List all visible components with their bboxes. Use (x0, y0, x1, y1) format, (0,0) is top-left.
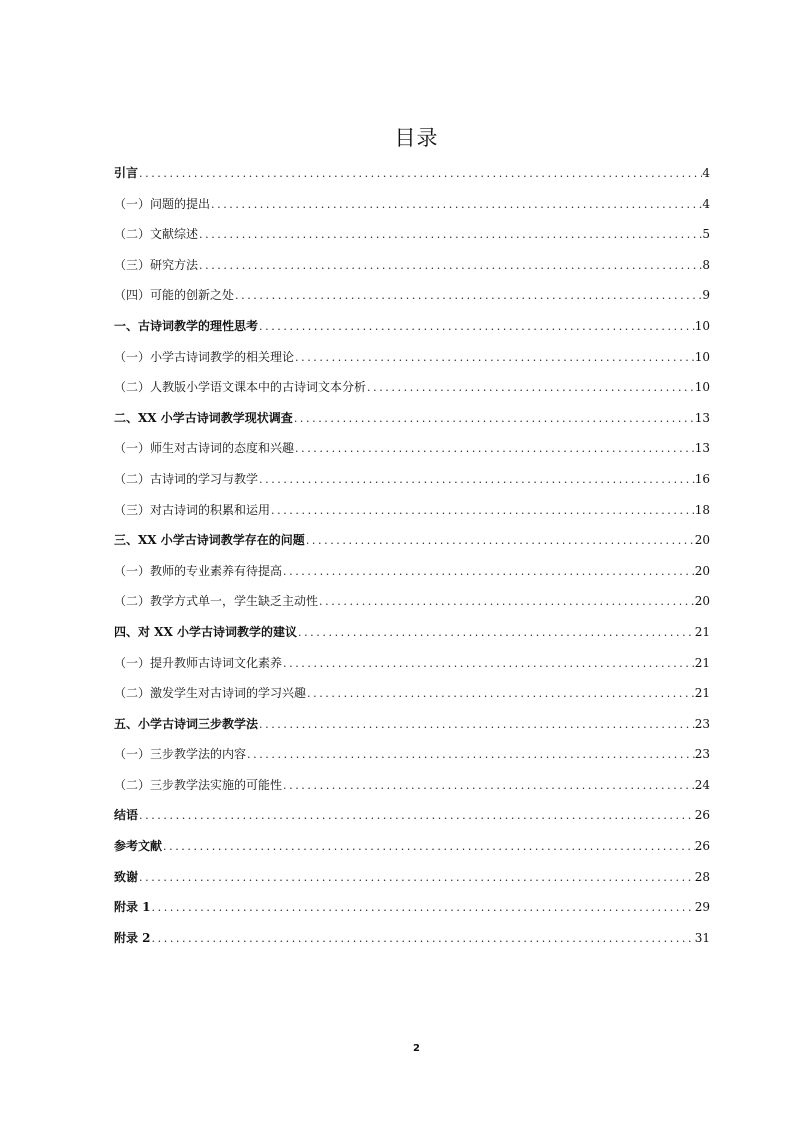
toc-entry-label: 二、XX 小学古诗词教学现状调查 (114, 410, 293, 425)
toc-entry[interactable] (114, 163, 710, 194)
toc-dot-leader (198, 256, 702, 276)
toc-entry[interactable] (114, 377, 710, 408)
toc-entry-page-number: 8 (702, 257, 710, 272)
toc-entry[interactable] (114, 867, 710, 898)
toc-dot-leader (318, 592, 695, 612)
page-number: 2 (413, 1043, 420, 1054)
toc-dot-leader (258, 715, 695, 735)
toc-entry[interactable] (114, 347, 710, 378)
toc-dot-leader (210, 195, 702, 215)
toc-dot-leader (138, 164, 702, 184)
toc-dot-leader (294, 348, 695, 368)
toc-entry-page-number: 16 (694, 471, 710, 486)
toc-entry[interactable] (114, 897, 710, 928)
toc-entry-page-number: 18 (694, 502, 710, 517)
toc-entry[interactable] (114, 316, 710, 347)
toc-entry-label: （二）文献综述 (114, 227, 199, 242)
toc-entry-label: （二）古诗词的学习与教学 (114, 471, 259, 486)
toc-entry[interactable] (114, 805, 710, 836)
toc-entry-page-number: 26 (694, 839, 710, 854)
toc-dot-leader (297, 623, 695, 643)
toc-entry-label: 致谢 (114, 869, 139, 884)
toc-entry-page-number: 21 (694, 624, 710, 639)
toc-entry[interactable] (114, 408, 710, 439)
toc-entry-label: （一）教师的专业素养有待提高 (114, 563, 283, 578)
toc-entry-page-number: 20 (694, 594, 710, 609)
toc-entry[interactable] (114, 683, 710, 714)
toc-entry-page-number: 21 (694, 655, 710, 670)
toc-entry-page-number: 10 (694, 318, 710, 333)
toc-entry-label: 引言 (114, 166, 139, 180)
toc-entry[interactable] (114, 194, 710, 225)
toc-entry[interactable] (114, 469, 710, 500)
toc-entry-page-number: 13 (694, 441, 710, 456)
toc-entry-label: 结语 (114, 808, 139, 823)
toc-entry[interactable] (114, 928, 710, 959)
toc-entry-page-number: 26 (694, 808, 710, 823)
toc-entry-page-number: 23 (694, 747, 710, 762)
toc-entry-label: （二）三步教学法实施的可能性 (114, 777, 283, 792)
toc-entry-label: （一）师生对古诗词的态度和兴趣 (114, 441, 295, 456)
toc-dot-leader (293, 409, 695, 429)
toc-dot-leader (151, 898, 695, 918)
toc-entry-page-number: 9 (702, 288, 710, 303)
toc-entry[interactable] (114, 500, 710, 531)
toc-entry-page-number: 28 (694, 869, 710, 884)
toc-entry-label: （二）人教版小学语文课本中的古诗词文本分析 (114, 380, 367, 395)
toc-dot-leader (282, 654, 695, 674)
toc-entry[interactable] (114, 438, 710, 469)
toc-entry[interactable] (114, 836, 710, 867)
toc-entry[interactable] (114, 744, 710, 775)
toc-dot-leader (234, 286, 702, 306)
toc-dot-leader (305, 531, 695, 551)
page-title: 目录 (394, 126, 439, 150)
toc-dot-leader (294, 439, 695, 459)
toc-entry-label: （四）可能的创新之处 (114, 288, 235, 303)
toc-entry-page-number: 20 (694, 533, 710, 548)
toc-entry-label: （一）问题的提出 (114, 196, 211, 211)
toc-entry-label: （二）教学方式单一，学生缺乏主动性 (114, 594, 319, 609)
toc-entry-label: 四、对 XX 小学古诗词教学的建议 (114, 624, 297, 639)
toc-entry[interactable] (114, 591, 710, 622)
toc-entry[interactable] (114, 653, 710, 684)
toc-entry-label: 附录 2 (114, 930, 151, 945)
toc-dot-leader (258, 470, 695, 490)
toc-entry-page-number: 20 (694, 563, 710, 578)
toc-entry-page-number: 31 (694, 930, 710, 945)
toc-dot-leader (162, 837, 695, 857)
toc-entry-page-number: 4 (702, 196, 710, 211)
toc-entry-label: 一、古诗词教学的理性思考 (114, 318, 259, 333)
toc-entry[interactable] (114, 714, 710, 745)
toc-dot-leader (246, 745, 695, 765)
toc-dot-leader (282, 776, 695, 796)
toc-dot-leader (151, 929, 695, 949)
toc-entry-label: （三）研究方法 (114, 257, 199, 272)
toc-dot-leader (306, 684, 695, 704)
toc-entry-label: 参考文献 (114, 839, 163, 854)
toc-entry-label: （三）对古诗词的积累和运用 (114, 502, 271, 517)
toc-entry-page-number: 5 (702, 227, 710, 242)
toc-dot-leader (366, 378, 695, 398)
toc-entry-page-number: 29 (694, 900, 710, 915)
toc-entry-page-number: 4 (702, 166, 710, 180)
toc-dot-leader (270, 501, 695, 521)
toc-entry-page-number: 24 (694, 777, 710, 792)
toc-entry[interactable] (114, 561, 710, 592)
toc-entry-page-number: 13 (694, 410, 710, 425)
toc-entry-label: （一）提升教师古诗词文化素养 (114, 655, 283, 670)
toc-dot-leader (138, 806, 695, 826)
toc-dot-leader (258, 317, 695, 337)
toc-entry[interactable] (114, 622, 710, 653)
toc-entry-label: 三、XX 小学古诗词教学存在的问题 (114, 533, 305, 548)
toc-entry-page-number: 23 (694, 716, 710, 731)
toc-entry[interactable] (114, 255, 710, 286)
table-of-contents (114, 163, 710, 958)
toc-entry-page-number: 10 (694, 349, 710, 364)
toc-entry-page-number: 10 (694, 380, 710, 395)
toc-entry-label: 五、小学古诗词三步教学法 (114, 716, 259, 731)
toc-dot-leader (198, 225, 702, 245)
toc-dot-leader (282, 562, 695, 582)
toc-entry-label: （二）激发学生对古诗词的学习兴趣 (114, 686, 307, 701)
toc-entry[interactable] (114, 775, 710, 806)
toc-dot-leader (138, 868, 695, 888)
toc-entry-label: （一）三步教学法的内容 (114, 747, 247, 762)
toc-entry-label: 附录 1 (114, 900, 151, 915)
toc-entry-page-number: 21 (694, 686, 710, 701)
toc-entry[interactable] (114, 530, 710, 561)
toc-entry-label: （一）小学古诗词教学的相关理论 (114, 349, 295, 364)
toc-entry[interactable] (114, 285, 710, 316)
toc-entry[interactable] (114, 224, 710, 255)
